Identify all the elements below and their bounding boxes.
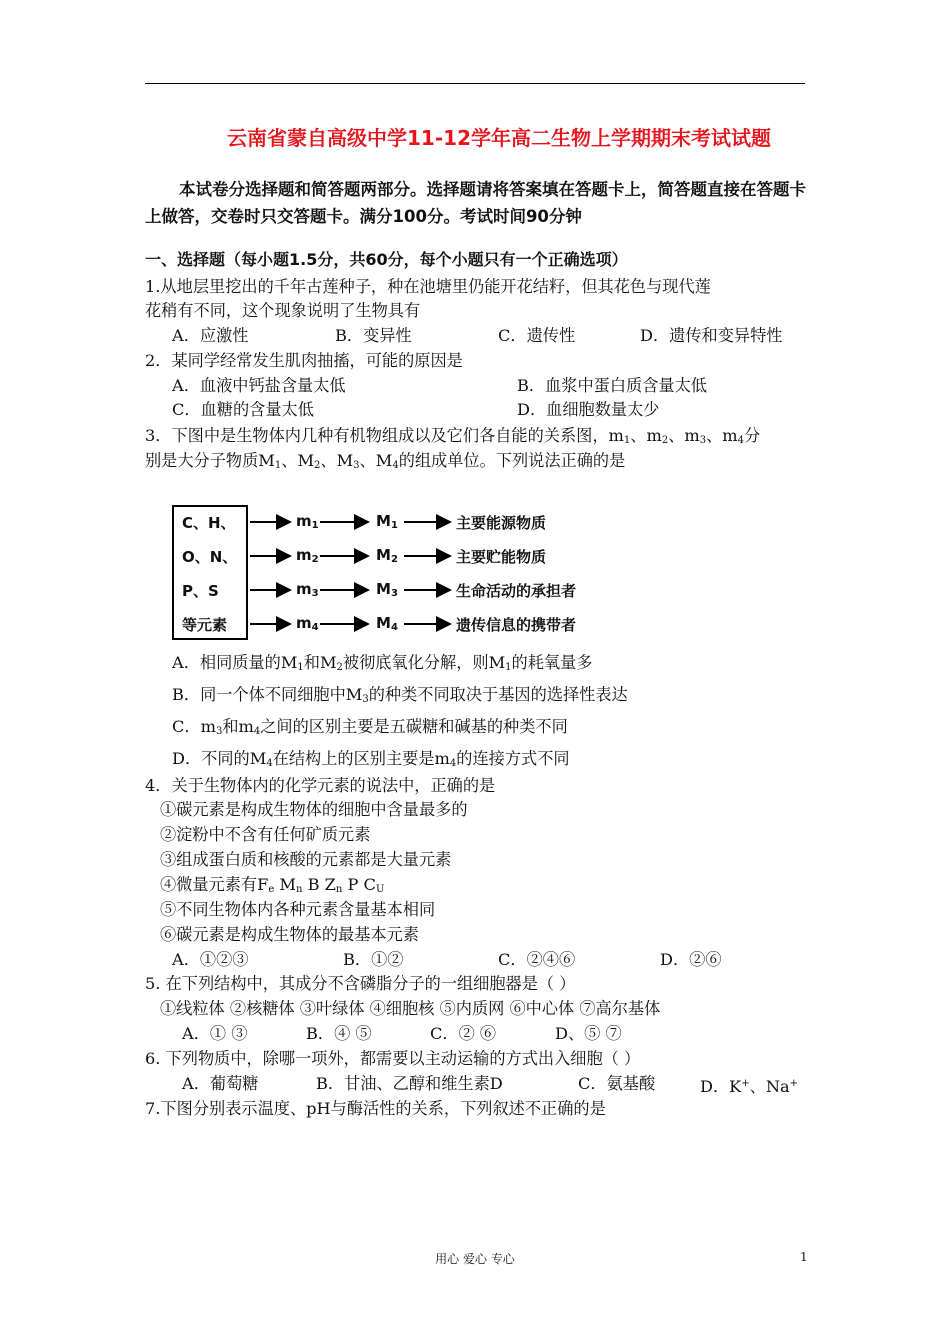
- q4-statement: ③组成蛋白质和核酸的元素都是大量元素: [160, 850, 452, 869]
- organic-molecule-diagram: [172, 505, 612, 640]
- q6-stem: 6. 下列物质中，除哪一项外，都需要以主动运输的方式出入细胞（ ）: [145, 1049, 641, 1068]
- q1-option-c: C．遗传性: [498, 326, 576, 345]
- q5-stem: 5. 在下列结构中，其成分不含磷脂分子的一组细胞器是（ ）: [145, 974, 576, 993]
- macromolecule-label: $M_3$: [376, 580, 398, 599]
- section-heading: 一、选择题（每小题1.5分，共60分，每个小题只有一个正确选项）: [145, 250, 628, 269]
- q6-option-d: D．K+、Na+: [700, 1077, 799, 1096]
- q4-statement: ②淀粉中不含有任何矿质元素: [160, 825, 371, 844]
- exam-instructions: 本试卷分选择题和简答题两部分。选择题请将答案填在答题卡上，简答题直接在答题卡上做答，交卷时只交答题卡。满分100分。考试时间90分钟: [145, 180, 806, 226]
- q2-option-c: C．血糖的含量太低: [172, 400, 314, 419]
- q2-stem: 2．某同学经常发生肌肉抽搐，可能的原因是: [145, 351, 463, 370]
- q4-option-a: A．①②③: [172, 950, 249, 969]
- q4-option-d: D．②⑥: [660, 950, 722, 969]
- element-label: C、H、: [182, 514, 236, 532]
- q5-option-a: A．① ③: [182, 1024, 248, 1043]
- q6-option-a: A．葡萄糖: [182, 1074, 259, 1093]
- q4-statement: ④微量元素有$F_e$ $M_n$ B $Z_n$ P $C_U$: [160, 875, 385, 895]
- q3-stem-line1: 3．下图中是生物体内几种有机物组成以及它们各自能的关系图，$m_1$、$m_2$、$m_3$、$m_4$分: [145, 426, 761, 446]
- monomer-label: $m_4$: [296, 614, 319, 633]
- q5-option-c: C．② ⑥: [430, 1024, 497, 1043]
- monomer-label: $m_1$: [296, 512, 319, 531]
- q2-option-d: D．血细胞数量太少: [517, 400, 660, 419]
- function-label: 生命活动的承担者: [456, 582, 577, 600]
- macromolecule-label: $M_2$: [376, 546, 398, 565]
- q6-option-b: B．甘油、乙醇和维生素D: [316, 1074, 503, 1093]
- q3-option-c: C．$m_3$和$m_4$之间的区别主要是五碳糖和碱基的种类不同: [172, 717, 568, 737]
- page-footer: 用心 爱心 专心: [435, 1252, 515, 1266]
- q3-stem-line2: 别是大分子物质$M_1$、$M_2$、$M_3$、$M_4$的组成单位。下列说法正确的是: [145, 451, 626, 471]
- q4-option-b: B．①②: [343, 950, 404, 969]
- header-rule: [145, 83, 805, 84]
- q5-option-b: B．④ ⑤: [306, 1024, 372, 1043]
- q4-statement: ①碳元素是构成生物体的细胞中含量最多的: [160, 800, 468, 819]
- macromolecule-label: $M_1$: [376, 512, 398, 531]
- q4-stem: 4．关于生物体内的化学元素的说法中，正确的是: [145, 776, 496, 795]
- q6-option-c: C．氨基酸: [578, 1074, 656, 1093]
- q2-option-b: B．血浆中蛋白质含量太低: [517, 376, 707, 395]
- q4-statement: ⑥碳元素是构成生物体的最基本元素: [160, 925, 419, 944]
- q3-option-b: B．同一个体不同细胞中$M_3$的种类不同取决于基因的选择性表达: [172, 685, 628, 705]
- function-label: 遗传信息的携带者: [456, 616, 577, 634]
- element-label: 等元素: [182, 616, 228, 634]
- q5-option-d: D、⑤ ⑦: [555, 1024, 622, 1043]
- page-number: 1: [800, 1250, 808, 1264]
- monomer-label: $m_3$: [296, 580, 319, 599]
- q1-stem-line1: 1.从地层里挖出的千年古莲种子，种在池塘里仍能开花结籽，但其花色与现代莲: [145, 277, 711, 296]
- q1-option-a: A．应激性: [172, 326, 249, 345]
- macromolecule-label: $M_4$: [376, 614, 398, 633]
- element-label: P、S: [182, 582, 219, 600]
- q1-stem-line2: 花稍有不同，这个现象说明了生物具有: [145, 301, 421, 320]
- q5-structures: ①线粒体 ②核糖体 ③叶绿体 ④细胞核 ⑤内质网 ⑥中心体 ⑦高尔基体: [160, 999, 661, 1018]
- q3-option-a: A．相同质量的$M_1$和$M_2$被彻底氧化分解，则$M_1$的耗氧量多: [172, 653, 593, 673]
- q1-option-b: B．变异性: [335, 326, 412, 345]
- q7-stem: 7.下图分别表示温度、pH与酶活性的关系，下列叙述不正确的是: [145, 1099, 606, 1118]
- monomer-label: $m_2$: [296, 546, 319, 565]
- q1-option-d: D．遗传和变异特性: [640, 326, 783, 345]
- element-label: O、N、: [182, 548, 238, 566]
- q2-option-a: A．血液中钙盐含量太低: [172, 376, 346, 395]
- q4-option-c: C．②④⑥: [498, 950, 576, 969]
- q4-statement: ⑤不同生物体内各种元素含量基本相同: [160, 900, 436, 919]
- q3-option-d: D．不同的$M_4$在结构上的区别主要是$m_4$的连接方式不同: [172, 749, 570, 769]
- function-label: 主要贮能物质: [456, 548, 547, 566]
- function-label: 主要能源物质: [456, 514, 547, 532]
- page-title: 云南省蒙自高级中学11-12学年高二生物上学期期末考试试题: [227, 126, 771, 150]
